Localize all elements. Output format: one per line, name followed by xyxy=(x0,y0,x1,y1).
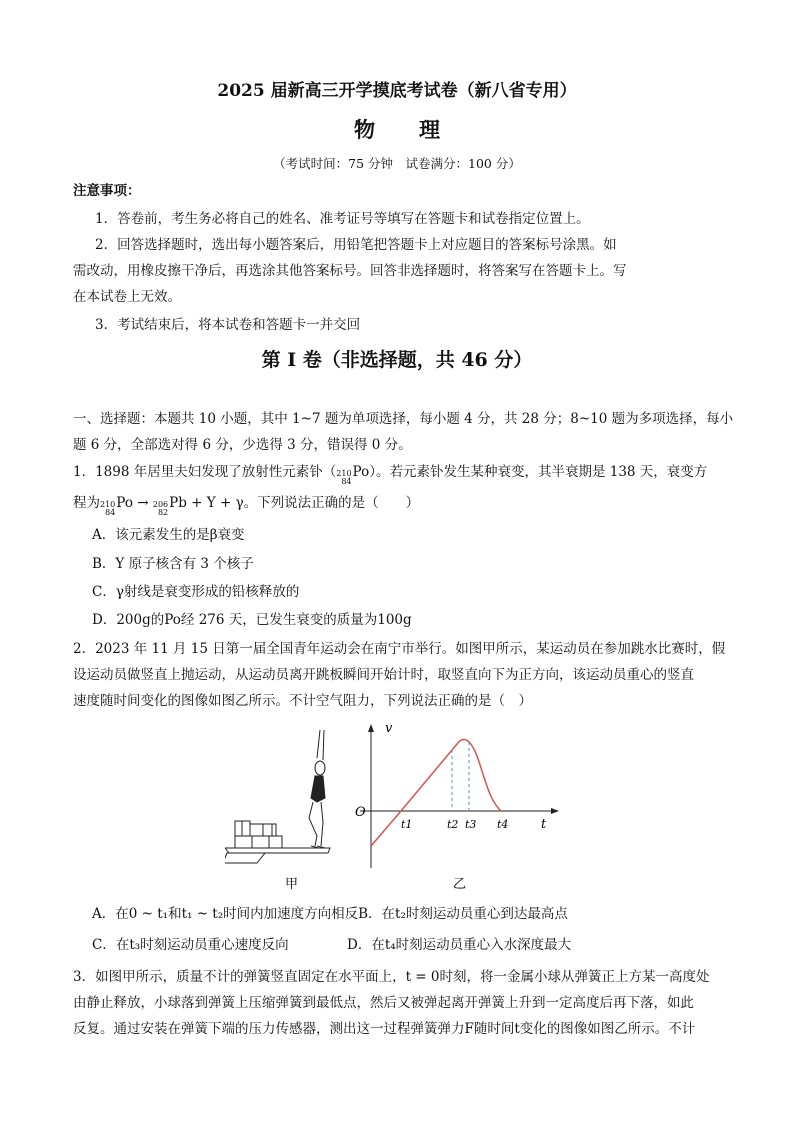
axis-label-v: v xyxy=(385,721,393,736)
notes-heading: 注意事项： xyxy=(73,183,141,199)
part1-instructions-2: 题 6 分，全部选对得 6 分，少选得 3 分，错误得 0 分。 xyxy=(73,437,412,453)
q2-stem-line3: 速度随时间变化的图像如图乙所示。不计空气阻力，下列说法正确的是（ ） xyxy=(73,693,532,709)
diver-illustration xyxy=(225,730,330,863)
note-item-2: 2．回答选择题时，选出每小题答案后，用铅笔把答题卡上对应题目的答案标号涂黑。如 xyxy=(95,237,617,253)
q1-option-d: D．200g的Po经 276 天，已发生衰变的质量为100g xyxy=(92,612,412,628)
q1-option-a: A．该元素发生的是β衰变 xyxy=(92,527,245,543)
q1-option-b: B．Y 原子核含有 3 个核子 xyxy=(92,556,254,572)
q2-option-b: B．在t₂时刻运动员重心到达最高点 xyxy=(358,906,568,922)
origin-label: O xyxy=(355,805,366,820)
axis-label-t: t xyxy=(541,817,547,832)
velocity-curve xyxy=(371,740,501,846)
vt-graph xyxy=(360,724,559,868)
exam-info: （考试时间：75 分钟 试卷满分：100 分） xyxy=(273,156,521,171)
note-item-2-end: 在本试卷上无效。 xyxy=(73,289,181,305)
po-nuclide: 210 84 Po xyxy=(336,464,370,486)
note-item-3: 3．考试结束后，将本试卷和答题卡一并交回 xyxy=(95,317,361,333)
q2-options-ab xyxy=(92,903,568,925)
subject-title: 物 理 xyxy=(354,117,440,142)
figure-label-yi: 乙 xyxy=(453,877,467,892)
figure-label-jia: 甲 xyxy=(285,877,299,892)
note-item-2-cont: 需改动，用橡皮擦干净后，再选涂其他答案标号。回答非选择题时，将答案写在答题卡上。写 xyxy=(73,263,627,279)
exam-title: 2025 届新高三开学摸底考试卷（新八省专用） xyxy=(217,81,577,101)
part1-instructions-1: 一、选择题：本题共 10 小题，其中 1~7 题为单项选择，每小题 4 分，共 28 分；8~10 题为多项选择，每小 xyxy=(73,411,734,427)
tick-t4: t4 xyxy=(497,818,509,831)
section-title: 第 I 卷（非选择题，共 46 分） xyxy=(261,349,533,371)
tick-t1: t1 xyxy=(401,818,413,831)
q1-stem-line1: 1．1898 年居里夫妇发现了放射性元素钋（ 210 84 Po ）。若元素钋发生某种衰变，其半衰期是 138 天，衰变方 xyxy=(73,461,707,486)
q3-stem-line1: 3．如图甲所示，质量不计的弹簧竖直固定在水平面上，t = 0时刻，将一金属小球从弹簧正上方某一高度处 xyxy=(73,969,710,985)
q2-option-d: D．在t₄时刻运动员重心入水深度最大 xyxy=(347,937,572,953)
q1-stem-line2: 程为 210 84 Po → 206 82 Pb + Y + γ。下列说法正确的是（ ） xyxy=(73,495,420,517)
q2-option-a: A．在0 ~ t₁和t₁ ~ t₂时间内加速度方向相反 xyxy=(92,906,359,922)
tick-t3: t3 xyxy=(465,818,477,831)
q2-option-c: C．在t₃时刻运动员重心速度反向 xyxy=(92,937,289,953)
note-item-1: 1．答卷前，考生务必将自己的姓名、准考证号等填写在答题卡和试卷指定位置上。 xyxy=(95,211,590,227)
q2-stem-line1: 2．2023 年 11 月 15 日第一届全国青年运动会在南宁市举行。如图甲所示，某运动员在参加跳水比赛时，假 xyxy=(73,641,726,657)
q2-stem-line2: 设运动员做竖直上抛运动，从运动员离开跳板瞬间开始计时，取竖直向下为正方向，该运动员重心的竖直 xyxy=(73,667,694,683)
tick-t2: t2 xyxy=(447,818,459,831)
q3-stem-line3: 反复。通过安装在弹簧下端的压力传感器，测出这一过程弹簧弹力F随时间t变化的图像如图乙所示。不计 xyxy=(73,1021,696,1037)
q2-figure xyxy=(225,718,565,894)
q1-option-c: C．γ射线是衰变形成的铅核释放的 xyxy=(92,584,300,600)
q3-stem-line2: 由静止释放，小球落到弹簧上压缩弹簧到最低点，然后又被弹起离开弹簧上升到一定高度后再下落，如此 xyxy=(73,995,694,1011)
